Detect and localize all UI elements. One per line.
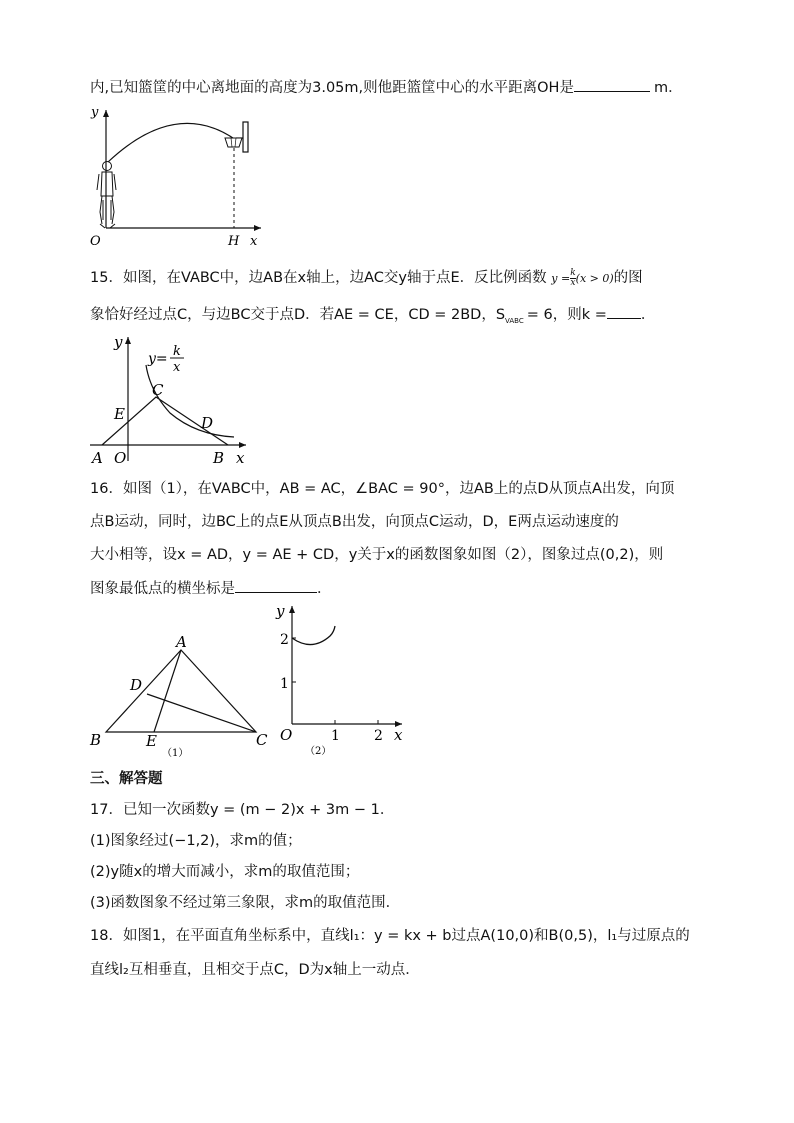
q15-text-2-tail: = 6，则k = (526, 307, 607, 323)
q14-answer-blank[interactable] (574, 77, 650, 92)
q16-e-label: E (146, 732, 157, 750)
q17-part-1 (90, 831, 302, 851)
q16-fig2-x1-label: 1 (331, 728, 340, 744)
q16-fig2-o-label: O (280, 726, 293, 744)
q14-h-label: H (228, 234, 240, 249)
q16-a-label: A (176, 633, 187, 651)
hoop-net (225, 138, 242, 147)
q16-fig2-x-label: x (394, 726, 403, 744)
q15-text-2-end: ． (640, 307, 656, 323)
q16-line-4 (90, 578, 332, 599)
q15-answer-blank[interactable] (607, 304, 641, 319)
q15-func-lhs: y = (551, 272, 571, 285)
q16-c-label: C (256, 731, 268, 749)
q15-e-label: E (114, 405, 125, 423)
q16-line-3 (90, 545, 663, 565)
q15-func-x: x (173, 360, 181, 375)
q15-b-label: B (213, 449, 225, 467)
section-3-title: 三、解答题 (90, 771, 163, 787)
q16-answer-blank[interactable] (235, 578, 317, 593)
q14-text: 内,已知篮筐的中心离地面的高度为3.05m,则他距篮筐中心的水平距离OH是 (90, 80, 574, 96)
q16-function-curve (292, 626, 335, 645)
q15-y-label: y (114, 333, 123, 351)
q15-d-label: D (201, 414, 214, 432)
q15-o-label: O (114, 449, 127, 467)
q16-fig1-caption: （1） (162, 748, 189, 759)
q15-line-2 (90, 304, 655, 331)
q14-text-line (90, 77, 683, 98)
q18-line-1 (90, 926, 690, 946)
q14-x-label: x (250, 234, 258, 249)
q15-func-k: k (173, 344, 181, 359)
segment-ae (154, 650, 181, 732)
q16-b-label: B (90, 731, 102, 749)
q15-x-label: x (236, 449, 245, 467)
q15-func-cond: (x > 0) (575, 272, 614, 285)
q18-text-2: 直线l₂互相垂直，且相交于点C，D为x轴上一动点． (90, 962, 420, 978)
q16-text-1: 16．如图（1），在VABC中，AB = AC，∠BAC = 90°，边AB上的点D从顶点A出发，向顶 (90, 481, 675, 497)
q15-sub: VABC (505, 316, 524, 325)
q16-fig2-caption: （2） (305, 746, 332, 757)
q16-fig2-tick-2: 2 (280, 632, 289, 648)
q16-figure-2 (272, 600, 412, 760)
q17-line-1 (90, 800, 394, 820)
q16-text-3: 大小相等，设x = AD，y = AE + CD，y关于x的函数图象如图（2），图象过点(0,2)，则 (90, 547, 664, 563)
ball-trajectory (108, 123, 236, 162)
q17-text-p2: (2)y随x的增大而减小，求m的取值范围； (90, 864, 360, 880)
q16-text-4-end: ． (317, 581, 332, 597)
q15-line-1 (90, 268, 643, 289)
q15-func-num: k (570, 267, 576, 278)
q14-unit: m． (653, 80, 683, 96)
q15-text-2: 象恰好经过点C，与边BC交于点D．若AE = CE，CD = 2BD，S (90, 307, 506, 323)
triangle-abc-fig1 (106, 650, 256, 732)
q16-line-1 (90, 479, 674, 499)
backboard (243, 122, 248, 152)
q16-fig2-y-label: y (276, 602, 285, 620)
q16-figure-1 (86, 632, 276, 760)
q14-y-label: y (91, 105, 99, 120)
q17-text-p1: (1)图象经过(−1,2)，求m的值； (90, 833, 302, 849)
q18-line-2 (90, 960, 420, 980)
q16-line-2 (90, 512, 619, 532)
q16-text-4: 图象最低点的横坐标是 (90, 581, 235, 597)
q17-text-1: 17．已知一次函数y = (m − 2)x + 3m − 1． (90, 802, 395, 818)
q14-o-label: O (90, 234, 101, 249)
q15-text-1: 15．如图，在VABC中，边AB在x轴上，边AC交y轴于点E．反比例函数 (90, 270, 547, 286)
q16-fig2-x2-label: 2 (374, 728, 383, 744)
q18-text-1: 18．如图1，在平面直角坐标系中，直线l₁：y = kx + b过点A(10,0)和B(0,5)，l₁与过原点的 (90, 928, 690, 944)
q15-func-den: x (570, 277, 576, 288)
q15-figure (88, 333, 258, 468)
q15-a-label: A (92, 449, 103, 467)
q16-fig2-tick-1: 1 (280, 676, 289, 692)
q15-c-label: C (152, 381, 164, 399)
q15-func-label: y= (148, 351, 168, 367)
q16-text-2: 点B运动，同时，边BC上的点E从顶点B出发，向顶点C运动，D，E两点运动速度的 (90, 514, 619, 530)
q17-text-p3: (3)函数图象不经过第三象限，求m的取值范围． (90, 895, 401, 911)
hyperbola-curve (146, 365, 234, 437)
q17-part-3 (90, 893, 400, 913)
q14-basketball-figure (86, 100, 276, 250)
segment-cd (147, 694, 256, 732)
q17-part-2 (90, 862, 359, 882)
q16-d-label: D (130, 676, 143, 694)
q15-text-1b: 的图 (613, 270, 643, 286)
